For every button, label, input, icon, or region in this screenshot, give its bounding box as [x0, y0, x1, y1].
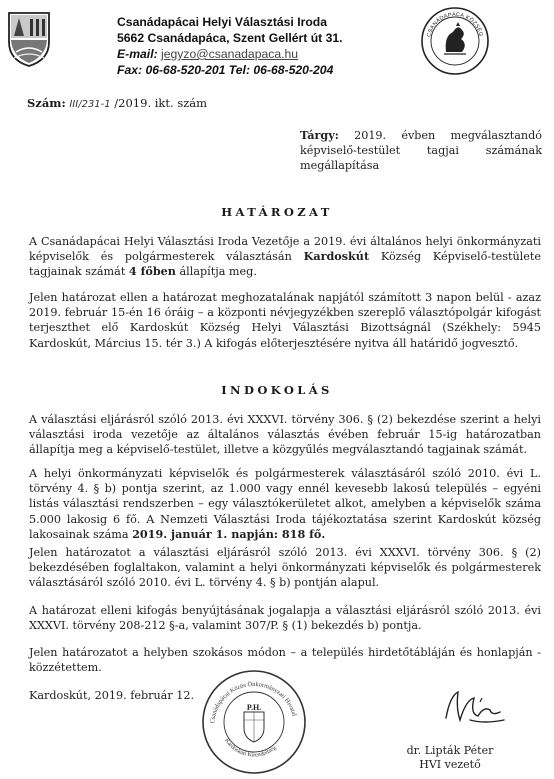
reference-handwritten: III/231-1 [69, 99, 111, 110]
email-label: E-mail: [117, 47, 158, 61]
subject-label: Tárgy: [300, 128, 339, 142]
fax-tel: Fax: 06-68-520-201 Tel: 06-68-520-204 [117, 63, 334, 77]
subject [300, 128, 542, 174]
reference-line [27, 96, 207, 110]
decision-paragraph-2: Jelen határozat ellen a határozat meghozatalának napjától számított 3 napon belül - azaz 2019. február 15-én 16 óráig – a központi névjegyzékben szereplő választópolgár kifogást terjeszthet elő Kardoskút Község Helyi Választási Bizottságnál (Székhely: 5945 Kardoskút, Március 15. tér 3.) A kifogás előterjesztésére nyitva áll határidő jogvesztő. [29, 291, 541, 350]
reasoning-paragraph-5: Jelen határozatot a helyben szokásos módon – a település hirdetőtábláján és honlapján - közzétettem. [29, 646, 541, 675]
coat-of-arms-icon [6, 10, 52, 68]
reasoning-title: INDOKOLÁS [221, 383, 333, 397]
email-link[interactable]: jegyzo@csanadapaca.hu [161, 47, 299, 61]
handwritten-signature-icon [440, 684, 510, 730]
org-name: Csanádapácai Helyi Választási Iroda [117, 15, 327, 29]
seal-text: CSANÁDAPÁCA KÖZSÉG [426, 11, 484, 38]
reasoning-paragraph-1: A választási eljárásról szóló 2013. évi XXXVI. törvény 306. § (2) bekezdése szerint a helyi választási iroda vezetője az általános választás évében február 15-ig határozatban állapítja meg a képviselő-testület, illetve a közgyűlés megválasztandó tagjainak számát. [29, 413, 541, 457]
place-date: Kardoskút, 2019. február 12. [29, 689, 195, 702]
settlement-name: Kardoskút [303, 249, 370, 264]
signer-name: dr. Lipták Péter [406, 744, 494, 757]
reasoning-paragraph-3: Jelen határozatot a választási eljárásról szóló 2013. évi XXXVI. törvény 306. § (2) bekezdésében foglaltakon, valamint a helyi önkormányzati képviselők és polgármesterek választásáról szóló 2010. évi L. törvény 4. § b) pontján alapul. [29, 546, 541, 590]
member-count: 4 főben [128, 264, 176, 279]
reasoning-paragraph-4: A határozat elleni kifogás benyújtásának jogalapja a választási eljárásról szóló 2013. évi XXXVI. törvény 208-212 §-a, valamint 307/P. § (1) bekezdés b) pontja. [29, 604, 541, 633]
official-stamp-icon [200, 668, 308, 776]
reference-rest: /2019. ikt. szám [114, 96, 208, 110]
reasoning-paragraph-2: A helyi önkormányzati képviselők és polgármesterek választásáról szóló 2010. évi L. törvény 4. § b) pontja szerint, az 1.000 vagy ennél kevesebb lakosú település – egyéni listás választási rendszerben – egy választókerületet alkot, amelyben a képviselők száma 5.000 lakosig 6 fő. A Nemzeti Választási Iroda tájékoztatása szerint Kardoskút község lakosainak száma 2019. január 1. napján: 818 fő. [29, 467, 541, 541]
stamp-bottom-text: Kardoskúti Kirendeltség [223, 737, 278, 759]
decision-paragraph-1: A Csanádapácai Helyi Választási Iroda Vezetője a 2019. évi általános helyi önkormányzati képviselők és polgármesterek választásán Kardoskút Község Képviselő-testülete tagjainak számát 4 főben állapítja meg. [29, 235, 541, 279]
stamp-ph: P.H. [246, 703, 262, 712]
municipal-seal-icon [420, 6, 490, 76]
decision-title: HATÁROZAT [221, 205, 333, 219]
email-line [117, 46, 417, 62]
org-address: 5662 Csanádapáca, Szent Gellért út 31. [117, 31, 343, 45]
population-count: 2019. január 1. napján: 818 fő. [132, 526, 326, 541]
reference-label: Szám: [27, 96, 66, 110]
stamp-outer-text: Csanádapácai Közös Önkormányzati Hivatal [209, 680, 298, 724]
signature-block [380, 744, 520, 772]
signer-role: HVI vezető [419, 758, 481, 771]
subject-text: 2019. évben megválasztandó képviselő-testület tagjai számának megállapítása [300, 129, 542, 173]
